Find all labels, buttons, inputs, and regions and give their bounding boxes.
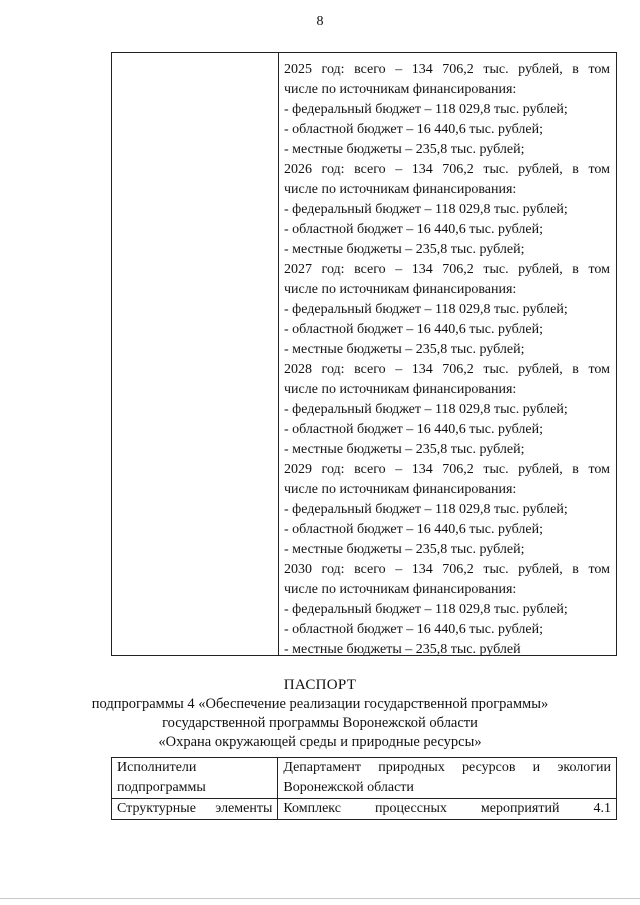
funding-year-block — [284, 460, 610, 560]
regional-budget-line: - областной бюджет – 16 440,6 тыс. рублей; — [284, 522, 543, 537]
table-row — [112, 799, 617, 820]
row-value-line: Комплекс процессных мероприятий 4.1 — [283, 801, 611, 816]
federal-budget-line: - федеральный бюджет – 118 029,8 тыс. рублей; — [284, 402, 568, 417]
year-sources-line: числе по источникам финансирования: — [284, 482, 517, 497]
year-sources-line: числе по источникам финансирования: — [284, 282, 517, 297]
row-label-line: Структурные элементы — [117, 801, 273, 816]
table-row — [112, 758, 617, 799]
local-budget-line: - местные бюджеты – 235,8 тыс. рублей; — [284, 442, 525, 457]
table-column-divider — [278, 53, 279, 655]
funding-year-block — [284, 360, 610, 460]
year-total-line: 2025 год: всего – 134 706,2 тыс. рублей, в том — [284, 62, 610, 77]
local-budget-line: - местные бюджеты – 235,8 тыс. рублей; — [284, 242, 525, 257]
passport-subtitle-line-1: подпрограммы 4 «Обеспечение реализации государственной программы» — [91, 696, 549, 712]
row-value-line: Департамент природных ресурсов и экологии — [283, 760, 611, 775]
federal-budget-line: - федеральный бюджет – 118 029,8 тыс. рублей; — [284, 102, 568, 117]
federal-budget-line: - федеральный бюджет – 118 029,8 тыс. рублей; — [284, 302, 568, 317]
passport-subtitle-line-2: государственной программы Воронежской области — [162, 715, 478, 731]
funding-year-block — [284, 260, 610, 360]
local-budget-line: - местные бюджеты – 235,8 тыс. рублей; — [284, 342, 525, 357]
passport-table — [111, 757, 617, 820]
year-total-line: 2028 год: всего – 134 706,2 тыс. рублей, в том — [284, 362, 610, 377]
regional-budget-line: - областной бюджет – 16 440,6 тыс. рублей; — [284, 322, 543, 337]
scan-edge-line — [0, 898, 640, 899]
federal-budget-line: - федеральный бюджет – 118 029,8 тыс. рублей; — [284, 202, 568, 217]
passport-subtitle-line-3: «Охрана окружающей среды и природные ресурсы» — [158, 734, 482, 750]
row-label-cell — [112, 758, 278, 799]
row-label-line: подпрограммы — [117, 780, 206, 795]
row-label-line: Исполнители — [117, 760, 197, 775]
federal-budget-line: - федеральный бюджет – 118 029,8 тыс. рублей; — [284, 602, 568, 617]
year-sources-line: числе по источникам финансирования: — [284, 582, 517, 597]
regional-budget-line: - областной бюджет – 16 440,6 тыс. рублей; — [284, 122, 543, 137]
regional-budget-line: - областной бюджет – 16 440,6 тыс. рублей; — [284, 422, 543, 437]
passport-title: ПАСПОРТ — [283, 677, 357, 693]
year-sources-line: числе по источникам финансирования: — [284, 382, 517, 397]
row-value-line: Воронежской области — [283, 780, 414, 795]
page-number: 8 — [316, 14, 324, 29]
year-total-line: 2030 год: всего – 134 706,2 тыс. рублей, в том — [284, 562, 610, 577]
funding-year-block — [284, 560, 610, 660]
year-total-line: 2029 год: всего – 134 706,2 тыс. рублей, в том — [284, 462, 610, 477]
year-total-line: 2026 год: всего – 134 706,2 тыс. рублей, в том — [284, 162, 610, 177]
row-value-cell — [278, 758, 617, 799]
regional-budget-line: - областной бюджет – 16 440,6 тыс. рублей; — [284, 622, 543, 637]
local-budget-line: - местные бюджеты – 235,8 тыс. рублей; — [284, 142, 525, 157]
passport-heading — [0, 676, 640, 752]
funding-cell — [284, 60, 610, 660]
regional-budget-line: - областной бюджет – 16 440,6 тыс. рублей; — [284, 222, 543, 237]
row-value-cell — [278, 799, 617, 820]
funding-year-block — [284, 160, 610, 260]
funding-year-block — [284, 60, 610, 160]
local-budget-line: - местные бюджеты – 235,8 тыс. рублей — [284, 642, 521, 657]
funding-table — [111, 52, 617, 656]
federal-budget-line: - федеральный бюджет – 118 029,8 тыс. рублей; — [284, 502, 568, 517]
year-sources-line: числе по источникам финансирования: — [284, 182, 517, 197]
year-total-line: 2027 год: всего – 134 706,2 тыс. рублей, в том — [284, 262, 610, 277]
local-budget-line: - местные бюджеты – 235,8 тыс. рублей; — [284, 542, 525, 557]
year-sources-line: числе по источникам финансирования: — [284, 82, 517, 97]
row-label-cell — [112, 799, 278, 820]
